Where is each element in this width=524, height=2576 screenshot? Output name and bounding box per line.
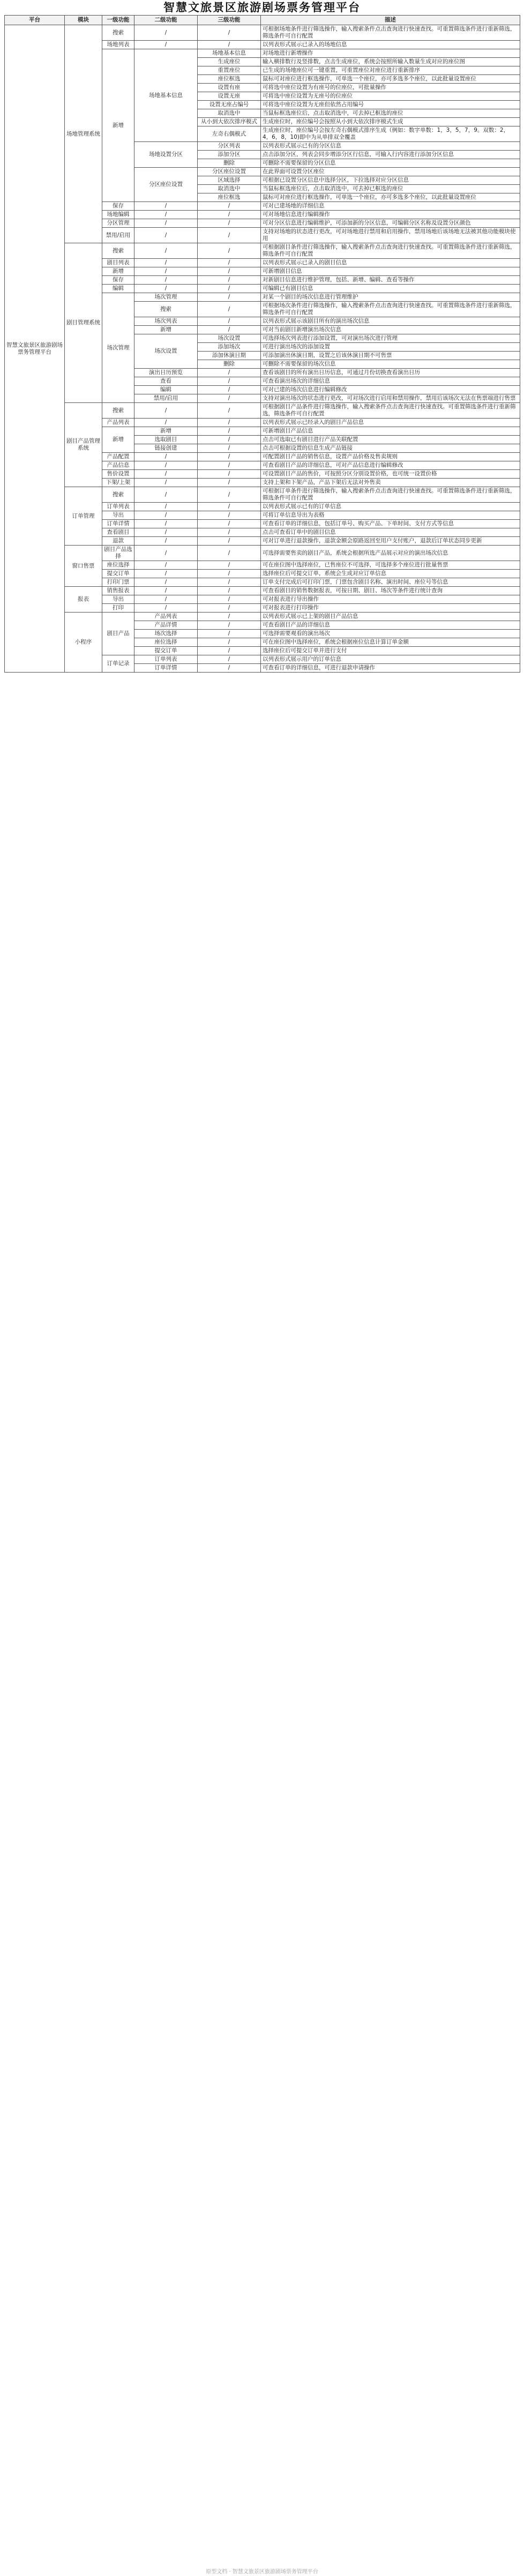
level3-cell: 分区座位设置 [198, 168, 261, 176]
description-cell: 以列表形式展示该剧目所有的演出场次信息 [261, 317, 520, 326]
description-cell: 点击可根据设置的信息生成产品链接 [261, 444, 520, 453]
level3-cell: / [198, 444, 261, 453]
description-cell: 可对场地信息进行编辑操作 [261, 211, 520, 219]
level1-cell: 打印 [102, 604, 134, 613]
level3-cell: / [198, 664, 261, 673]
level3-cell: / [198, 419, 261, 427]
level2-cell: 订单详情 [134, 664, 198, 673]
description-cell: 以列表形式展示已有的分区信息 [261, 142, 520, 151]
level3-cell: 分区列表 [198, 142, 261, 151]
level3-cell: 生成座位 [198, 58, 261, 66]
level3-cell: / [198, 511, 261, 520]
level2-cell: 禁用/启用 [134, 394, 198, 403]
description-cell: 以列表形式展示已有的订单信息 [261, 503, 520, 511]
level2-cell: / [134, 276, 198, 285]
level3-cell: / [198, 427, 261, 436]
level1-cell: 下架/上架 [102, 479, 134, 487]
level3-cell: 设置有座 [198, 84, 261, 92]
level3-cell: / [198, 25, 261, 41]
level3-cell: / [198, 259, 261, 267]
level1-cell: 打印门票 [102, 578, 134, 587]
level3-cell: 删除 [198, 360, 261, 369]
level3-cell: / [198, 369, 261, 377]
description-cell: 可编辑已有剧目信息 [261, 285, 520, 293]
level3-cell: / [198, 285, 261, 293]
description-cell: 可将选中座位设置为有座号的位座位，可批量操作 [261, 84, 520, 92]
level3-cell: / [198, 503, 261, 511]
level3-cell: 左奇右偶模式 [198, 126, 261, 142]
level2-cell: / [134, 285, 198, 293]
description-cell: 选择座位后可提交订单并进行支付 [261, 647, 520, 655]
page-title: 智慧文旅景区旅游剧场票务管理平台 [163, 1, 361, 14]
description-cell: 可查看演出场次的详细信息 [261, 377, 520, 386]
description-cell: 可选择场次列表进行添加设置，可对演出场次进行管理 [261, 334, 520, 343]
level2-cell: 座位选择 [134, 638, 198, 647]
level1-cell: 查看剧目 [102, 528, 134, 537]
description-cell: 可查看订单的详细信息，可进行退款申请操作 [261, 664, 520, 673]
description-cell: 点击可选取已有剧目进行产品关联配置 [261, 436, 520, 444]
level2-cell: 新增 [134, 326, 198, 334]
level1-cell: 销售报表 [102, 587, 134, 595]
level3-cell: / [198, 293, 261, 302]
description-cell: 可将选中座位设置为无座号的位座位 [261, 92, 520, 101]
description-cell: 点击可查看订单中的剧目信息 [261, 528, 520, 537]
description-cell: 可根据剧目产品条件进行筛选操作，输入搜索条件点击查询进行快速查找。可重置筛选条件进行重新筛选，筛选条件可自行配置 [261, 403, 520, 419]
description-cell: 在此界面可设置分区座位 [261, 168, 520, 176]
level2-cell: 场地设置分区 [134, 142, 198, 168]
description-cell: 可根据订单条件进行筛选操作，输入搜索条件点击查询进行快速查找。可重置筛选条件进行重新筛选，筛选条件可自行配置 [261, 487, 520, 503]
level1-cell: 分区管理 [102, 219, 134, 228]
level1-cell: 搜索 [102, 25, 134, 41]
description-cell: 以列表形式展示已经录入的剧目产品信息 [261, 419, 520, 427]
level3-cell: / [198, 520, 261, 528]
feature-table [4, 15, 520, 673]
module-cell: 场地管理系统 [65, 25, 102, 243]
level1-cell: 剧目产品选择 [102, 546, 134, 561]
level3-cell: / [198, 487, 261, 503]
level2-cell: 产品详情 [134, 621, 198, 630]
level2-cell: 场次列表 [134, 317, 198, 326]
level2-cell: / [134, 470, 198, 479]
description-cell: 对场地进行新增操作 [261, 49, 520, 58]
level1-cell: 导出 [102, 595, 134, 604]
level3-cell: 设置无座 [198, 92, 261, 101]
level3-cell: / [198, 587, 261, 595]
description-cell: 生成座位时，座位编号会按照从小到大依次排序模式生成 [261, 118, 520, 126]
level3-cell: / [198, 621, 261, 630]
level1-cell: 搜索 [102, 487, 134, 503]
level1-cell: 退款 [102, 537, 134, 546]
description-cell: 可查看剧目产品的详细信息，可对产品信息进行编辑修改 [261, 461, 520, 470]
level2-cell: 订单列表 [134, 655, 198, 664]
level1-cell: 座位选择 [102, 561, 134, 570]
level3-cell: 座位框选 [198, 193, 261, 202]
header-row [5, 16, 520, 25]
description-cell: 可查看订单的详细信息，包括订单号、购买产品、下单时间、支付方式等信息 [261, 520, 520, 528]
table-body [5, 25, 520, 673]
description-cell: 对某一个剧目的场次信息进行管理维护 [261, 293, 520, 302]
description-cell: 鼠标可对座位进行框选操作，可单选一个座位，亦可多选多个座位，以此批量设置座位 [261, 193, 520, 202]
level2-cell: / [134, 479, 198, 487]
level3-cell: / [198, 528, 261, 537]
description-cell: 以列表形式展示用户的订单信息 [261, 655, 520, 664]
level1-cell: 提交订单 [102, 570, 134, 578]
level1-cell: 订单列表 [102, 503, 134, 511]
level2-cell: 新增 [134, 427, 198, 436]
level1-cell: 场地编辑 [102, 211, 134, 219]
level2-cell: / [134, 537, 198, 546]
description-cell: 可对分区信息进行编辑维护，可添加新的分区信息，可编辑分区名称及设置分区颜色 [261, 219, 520, 228]
level2-cell: 演出日历预览 [134, 369, 198, 377]
description-cell: 可添加演出休演日期，设置之后该休演日期不可售票 [261, 352, 520, 360]
level3-cell: / [198, 326, 261, 334]
level1-cell: 搜索 [102, 243, 134, 259]
description-cell: 对新剧目信息进行维护管理，包括、新增、编辑、查看等操作 [261, 276, 520, 285]
description-cell: 输入横排数行及竖排数，点击生成座位，系统会按照所输入数量生成对应的座位图 [261, 58, 520, 66]
level2-cell: / [134, 461, 198, 470]
level3-cell: 添加休演日期 [198, 352, 261, 360]
header-level2: 二级功能 [134, 16, 198, 25]
level1-cell: 产品配置 [102, 453, 134, 461]
header-level1: 一级功能 [102, 16, 134, 25]
level3-cell: / [198, 211, 261, 219]
description-cell: 可对报表进行打印操作 [261, 604, 520, 613]
level2-cell: / [134, 595, 198, 604]
level2-cell: 场次设置 [134, 334, 198, 369]
level3-cell: 场次设置 [198, 334, 261, 343]
description-cell: 可选择需要售卖的剧目产品，系统会根据所选产品展示对应的演出场次信息 [261, 546, 520, 561]
level1-cell: 订单详情 [102, 520, 134, 528]
module-cell: 剧目管理系统 [65, 243, 102, 403]
level3-cell: / [198, 461, 261, 470]
description-cell: 以列表形式展示已录入的剧目信息 [261, 259, 520, 267]
level2-cell: / [134, 202, 198, 211]
level3-cell: / [198, 276, 261, 285]
description-cell: 生成座位时，座位编号会按左奇右偶模式排序生成（例如：数字单数：1，3，5，7，9。双数：2，4，6，8，10)即中为从单排双全覆盖 [261, 126, 520, 142]
level2-cell: / [134, 403, 198, 419]
level3-cell: / [198, 604, 261, 613]
level1-cell: 新增 [102, 427, 134, 453]
level3-cell: / [198, 302, 261, 317]
level2-cell: 场次管理 [134, 293, 198, 302]
level3-cell: / [198, 570, 261, 578]
level2-cell: / [134, 561, 198, 570]
level2-cell: / [134, 259, 198, 267]
description-cell: 已生成的场地座位可一键重置，可重置座位对座位进行重新排序 [261, 66, 520, 75]
level2-cell: 分区座位设置 [134, 168, 198, 202]
description-cell: 可根据已设置分区信息中选择分区，下拉选择对应分区信息 [261, 176, 520, 185]
level2-cell: / [134, 546, 198, 561]
level3-cell: / [198, 537, 261, 546]
level2-cell: / [134, 570, 198, 578]
description-cell: 以列表形式展示已上架的剧目产品信息 [261, 613, 520, 621]
description-cell: 可根据场次条件进行筛选操作，输入搜索条件点击查询进行快速查找。可重置筛选条件进行重新筛选，筛选条件可自行配置 [261, 302, 520, 317]
level3-cell: / [198, 595, 261, 604]
level1-cell: 搜索 [102, 403, 134, 419]
level2-cell: 产品列表 [134, 613, 198, 621]
description-cell: 可对当前剧目新增演出场次信息 [261, 326, 520, 334]
level1-cell: 场地列表 [102, 41, 134, 49]
level1-cell: 售价设置 [102, 470, 134, 479]
level3-cell: 场地基本信息 [198, 49, 261, 58]
table-row [5, 25, 520, 41]
description-cell: 查看该剧目的所有演出日历信息，可通过月份切换查看演出日历 [261, 369, 520, 377]
level1-cell: 编辑 [102, 285, 134, 293]
level3-cell: / [198, 638, 261, 647]
description-cell: 支持对演出场次的状态进行更改，可对场次进行启用和禁用操作，禁用后该场次无法在售票端进行售票 [261, 394, 520, 403]
level3-cell: 区域选择 [198, 176, 261, 185]
description-cell: 可根据场地条件进行筛选操作，输入搜索条件点击查询进行快速查找。可重置筛选条件进行重新筛选，筛选条件可自行配置 [261, 25, 520, 41]
table-row [5, 546, 520, 561]
level2-cell: / [134, 578, 198, 587]
table-row [5, 613, 520, 621]
level1-cell: 保存 [102, 202, 134, 211]
description-cell: 可对已建场地的详细信息 [261, 202, 520, 211]
description-cell: 当鼠标框选座位后，点击取消选中，可去掉已框选的座位 [261, 109, 520, 118]
level2-cell: / [134, 419, 198, 427]
level1-cell: 保存 [102, 276, 134, 285]
level3-cell: 添加分区 [198, 151, 261, 159]
level1-cell: 订单记录 [102, 655, 134, 673]
description-cell: 可对报表进行导出操作 [261, 595, 520, 604]
level3-cell: / [198, 267, 261, 276]
description-cell: 可对已建的场次信息进行编辑修改 [261, 386, 520, 394]
description-cell: 可在座位图中选择座位，已售座位不可选择，可选择多个座位进行批量售票 [261, 561, 520, 570]
description-cell: 选择座位后可提交订单，系统会生成对应订单信息 [261, 570, 520, 578]
level1-cell: 新增 [102, 267, 134, 276]
level2-cell: / [134, 228, 198, 243]
description-cell: 可选择需要观看的演出场次 [261, 630, 520, 638]
level1-cell: 新增 [102, 49, 134, 202]
level3-cell: / [198, 479, 261, 487]
level2-cell: / [134, 41, 198, 49]
level2-cell: / [134, 453, 198, 461]
level3-cell: 从小到大依次排序模式 [198, 118, 261, 126]
table-row [5, 487, 520, 503]
module-cell: 小程序 [65, 613, 102, 673]
header-description: 描述 [261, 16, 520, 25]
level2-cell: / [134, 243, 198, 259]
level1-cell: 剧目产品 [102, 613, 134, 655]
description-cell: 支持上架和下架产品，产品下架后无法对外售卖 [261, 479, 520, 487]
level3-cell: / [198, 578, 261, 587]
level2-cell: 场次选择 [134, 630, 198, 638]
level2-cell: 提交订单 [134, 647, 198, 655]
level3-cell: / [198, 202, 261, 211]
watermark: 原型文档 · 智慧文旅景区旅游剧场票务管理平台 [206, 2569, 318, 2575]
level3-cell: / [198, 394, 261, 403]
level3-cell: / [198, 655, 261, 664]
level3-cell: / [198, 317, 261, 326]
level2-cell: 场地基本信息 [134, 49, 198, 142]
level3-cell: / [198, 243, 261, 259]
level3-cell: 设置无座占编号 [198, 101, 261, 109]
level2-cell: / [134, 211, 198, 219]
level2-cell: / [134, 267, 198, 276]
description-cell: 可将订单信息导出为表格 [261, 511, 520, 520]
level3-cell: / [198, 377, 261, 386]
description-cell: 当鼠标框选座位后，点击取消选中，可去掉已框选的座位 [261, 185, 520, 193]
description-cell: 可新增剧目信息 [261, 267, 520, 276]
level2-cell: / [134, 528, 198, 537]
level1-cell: 禁用/启用 [102, 228, 134, 243]
module-cell: 报表 [65, 587, 102, 613]
level3-cell: / [198, 546, 261, 561]
level1-cell: 产品信息 [102, 461, 134, 470]
description-cell: 以列表形式展示已录入的场地信息 [261, 41, 520, 49]
description-cell: 可删除不需要保留的场次信息 [261, 360, 520, 369]
module-cell: 订单管理 [65, 487, 102, 546]
level3-cell: 取消选中 [198, 109, 261, 118]
module-cell: 剧目产品管理系统 [65, 403, 102, 487]
description-cell: 可查看剧目产品的详细信息 [261, 621, 520, 630]
level2-cell: / [134, 219, 198, 228]
table-row [5, 587, 520, 595]
description-cell: 订单支付完成后可打印门票，门票包含剧目名称、演出时间、座位号等信息 [261, 578, 520, 587]
level1-cell: 产品列表 [102, 419, 134, 427]
description-cell: 可在座位图中选择座位，系统会根据座位信息计算订单金额 [261, 638, 520, 647]
level3-cell: / [198, 228, 261, 243]
level3-cell: 删除 [198, 159, 261, 168]
description-cell: 可查看剧目的销售数据报表，可按日期、剧目、场次等条件进行统计查询 [261, 587, 520, 595]
level3-cell: 取消选中 [198, 185, 261, 193]
level3-cell: / [198, 219, 261, 228]
description-cell: 可设置剧目产品的售价，可按照分区分别设置价格，也可统一设置价格 [261, 470, 520, 479]
description-cell: 可新增剧目产品信息 [261, 427, 520, 436]
description-cell: 点击添加分区，列表会同步增添分区行信息，可输入行内容进行添加分区信息 [261, 151, 520, 159]
description-cell: 支持对场地的状态进行更改，可对场地进行禁用和启用操作，禁用场地后该场地无法被其他功能模块使用 [261, 228, 520, 243]
header-module: 模块 [65, 16, 102, 25]
level3-cell: / [198, 561, 261, 570]
description-cell: 可对订单进行退款操作，退款金额会原路返回至用户支付账户，退款后订单状态同步更新 [261, 537, 520, 546]
description-cell: 可将选中座位设置为无座但依然占用编号 [261, 101, 520, 109]
header-platform: 平台 [5, 16, 65, 25]
module-cell: 窗口售票 [65, 546, 102, 587]
description-cell: 可根据剧目条件进行筛选操作，输入搜索条件点击查询进行快速查找。可重置筛选条件进行重新筛选，筛选条件可自行配置 [261, 243, 520, 259]
level1-cell: 导出 [102, 511, 134, 520]
level2-cell: / [134, 520, 198, 528]
level1-cell: 剧目列表 [102, 259, 134, 267]
level3-cell: / [198, 403, 261, 419]
level3-cell: 重置座位 [198, 66, 261, 75]
header-level3: 三级功能 [198, 16, 261, 25]
level2-cell: / [134, 487, 198, 503]
table-row [5, 243, 520, 259]
description-cell: 可配置剧目产品的销售信息，设置产品价格及售卖规则 [261, 453, 520, 461]
level3-cell: / [198, 613, 261, 621]
level3-cell: 座位框选 [198, 75, 261, 84]
document [4, 0, 520, 673]
level3-cell: / [198, 453, 261, 461]
level3-cell: 添加场次 [198, 343, 261, 352]
level2-cell: 选取剧目 [134, 436, 198, 444]
table-row [5, 403, 520, 419]
level3-cell: / [198, 386, 261, 394]
level2-cell: / [134, 604, 198, 613]
description-cell: 鼠标可对座位进行框选操作，可单选一个座位，亦可多选多个座位，以此批量设置座位 [261, 75, 520, 84]
level3-cell: / [198, 630, 261, 638]
level2-cell: 查看 [134, 377, 198, 386]
description-cell: 可进行演出场次的添加设置 [261, 343, 520, 352]
level3-cell: / [198, 41, 261, 49]
level3-cell: / [198, 647, 261, 655]
level3-cell: / [198, 436, 261, 444]
platform-cell: 智慧文旅景区旅游剧场票务管理平台 [5, 25, 65, 673]
level2-cell: 搜索 [134, 302, 198, 317]
level2-cell: / [134, 503, 198, 511]
description-cell: 可删除不需要保留的分区信息 [261, 159, 520, 168]
level2-cell: 编辑 [134, 386, 198, 394]
level2-cell: / [134, 587, 198, 595]
level2-cell: / [134, 511, 198, 520]
level3-cell: / [198, 470, 261, 479]
level1-cell: 场次管理 [102, 293, 134, 403]
level2-cell: / [134, 25, 198, 41]
level2-cell: 链接创建 [134, 444, 198, 453]
